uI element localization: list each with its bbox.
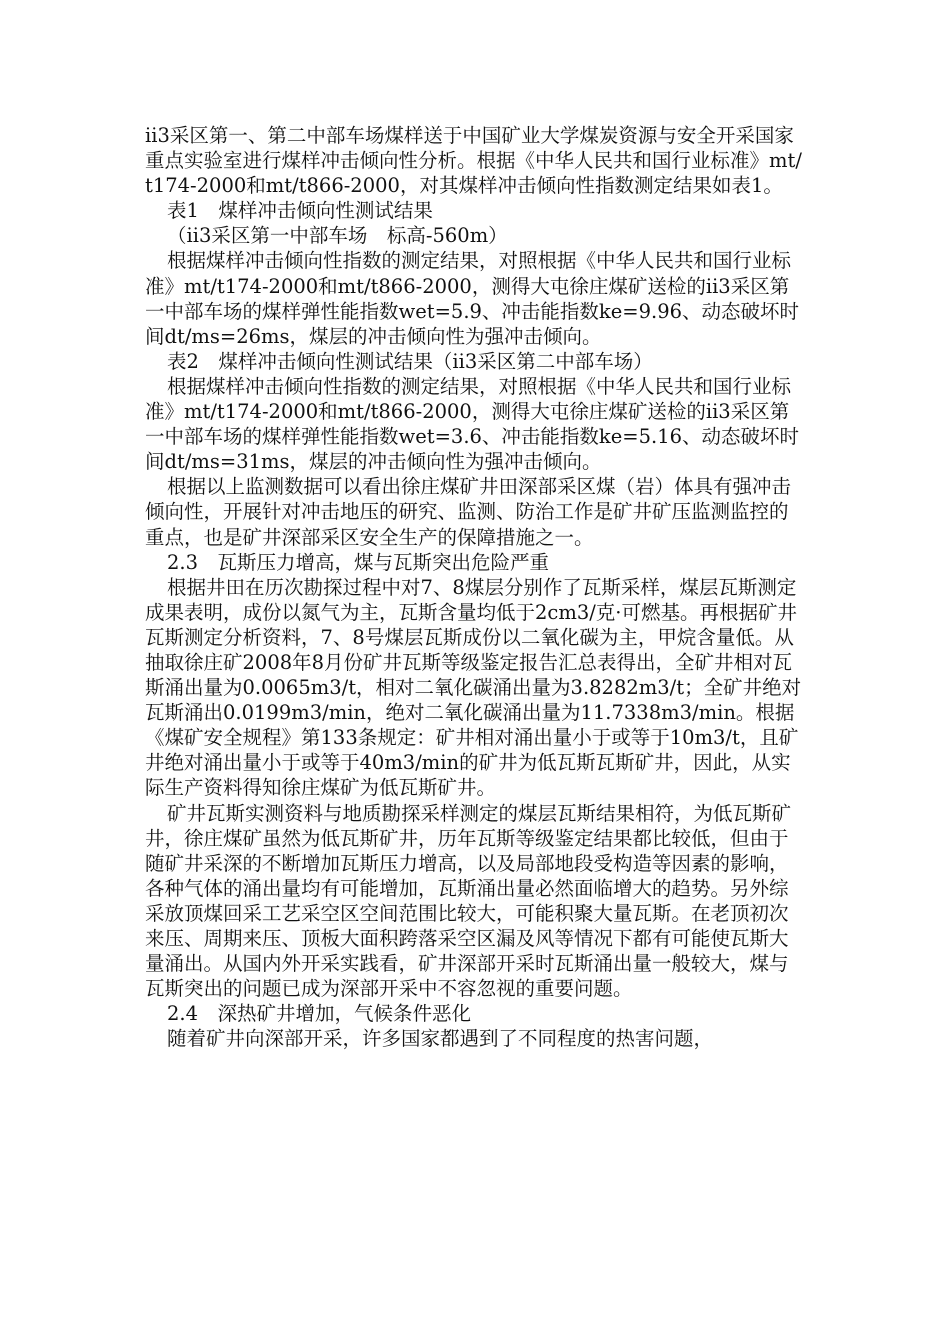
section-heading-2-4: 2.4 深热矿井增加，气候条件恶化: [167, 1002, 472, 1026]
paragraph-gas-trend: 矿井瓦斯实测资料与地质勘探采样测定的煤层瓦斯结果相符，为低瓦斯矿井，徐庄煤矿虽然为低瓦斯矿井，历年瓦斯等级鉴定结果都比较低，但由于随矿井采深的不断增加瓦斯压力增高，以及局部地段受构造等因素的影响，各种气体的涌出量均有可能增加，瓦斯涌出量必然面临增大的趋势。另外综采放顶煤回采工艺采空区空间范围比较大，可能积聚大量瓦斯。在老顶初次来压、周期来压、顶板大面积跨落采空区漏及风等情况下都有可能使瓦斯大量涌出。从国内外开采实践看，矿井深部开采时瓦斯涌出量一般较大，煤与瓦斯突出的问题已成为深部开采中不容忽视的重要问题。: [145, 801, 792, 1001]
paragraph-table-2-result: 根据煤样冲击倾向性指数的测定结果，对照根据《中华人民共和国行业标准》mt/t174-2000和mt/t866-2000，测得大屯徐庄煤矿送检的ⅱ3采区第一中部车场的煤样弹性能指数wet=3.6、冲击能指数ke=5.16、动态破坏时间dt/ms=31ms，煤层的冲击倾向性为强冲击倾向。: [145, 374, 800, 474]
paragraph-heat-hazard: 随着矿井向深部开采，许多国家都遇到了不同程度的热害问题，: [167, 1027, 714, 1051]
table-2-caption: 表2 煤样冲击倾向性测试结果（ⅱ3采区第二中部车场）: [167, 349, 653, 373]
table-1-subcaption: （ⅱ3采区第一中部车场 标高-560m）: [167, 224, 508, 248]
table-1-caption: 表1 煤样冲击倾向性测试结果: [167, 199, 433, 223]
paragraph-gas-sampling: 根据井田在历次勘探过程中对7、8煤层分别作了瓦斯采样，煤层瓦斯测定成果表明，成份以氮气为主，瓦斯含量均低于2cm3/克·可燃基。再根据矿井瓦斯测定分析资料，7、8号煤层瓦斯成份以二氧化碳为主，甲烷含量低。从抽取徐庄矿2008年8月份矿井瓦斯等级鉴定报告汇总表得出，全矿井相对瓦斯涌出量为0.0065m3/t，相对二氧化碳涌出量为3.8282m3/t；全矿井绝对瓦斯涌出0.0199m3/min，绝对二氧化碳涌出量为11.7338m3/min。根据《煤矿安全规程》第133条规定：矿井相对涌出量小于或等于10m3/t，且矿井绝对涌出量小于或等于40m3/min的矿井为低瓦斯瓦斯矿井，因此，从实际生产资料得知徐庄煤矿为低瓦斯矿井。: [145, 575, 802, 800]
paragraph-table-1-result: 根据煤样冲击倾向性指数的测定结果，对照根据《中华人民共和国行业标准》mt/t174-2000和mt/t866-2000，测得大屯徐庄煤矿送检的ⅱ3采区第一中部车场的煤样弹性能指数wet=5.9、冲击能指数ke=9.96、动态破坏时间dt/ms=26ms，煤层的冲击倾向性为强冲击倾向。: [145, 249, 800, 348]
section-heading-2-3: 2.3 瓦斯压力增高，煤与瓦斯突出危险严重: [167, 550, 550, 574]
paragraph-monitoring-conclusion: 根据以上监测数据可以看出徐庄煤矿井田深部采区煤（岩）体具有强冲击倾向性，开展针对冲击地压的研究、监测、防治工作是矿井矿压监测监控的重点，也是矿井深部采区安全生产的保障措施之一。: [145, 475, 792, 549]
paragraph-sample-intro: ⅱ3采区第一、第二中部车场煤样送于中国矿业大学煤炭资源与安全开采国家重点实验室进行煤样冲击倾向性分析。根据《中华人民共和国行业标准》mt/t174-2000和mt/t866-2000，对其煤样冲击倾向性指数测定结果如表1。: [145, 124, 802, 198]
document-body: [145, 123, 805, 1051]
